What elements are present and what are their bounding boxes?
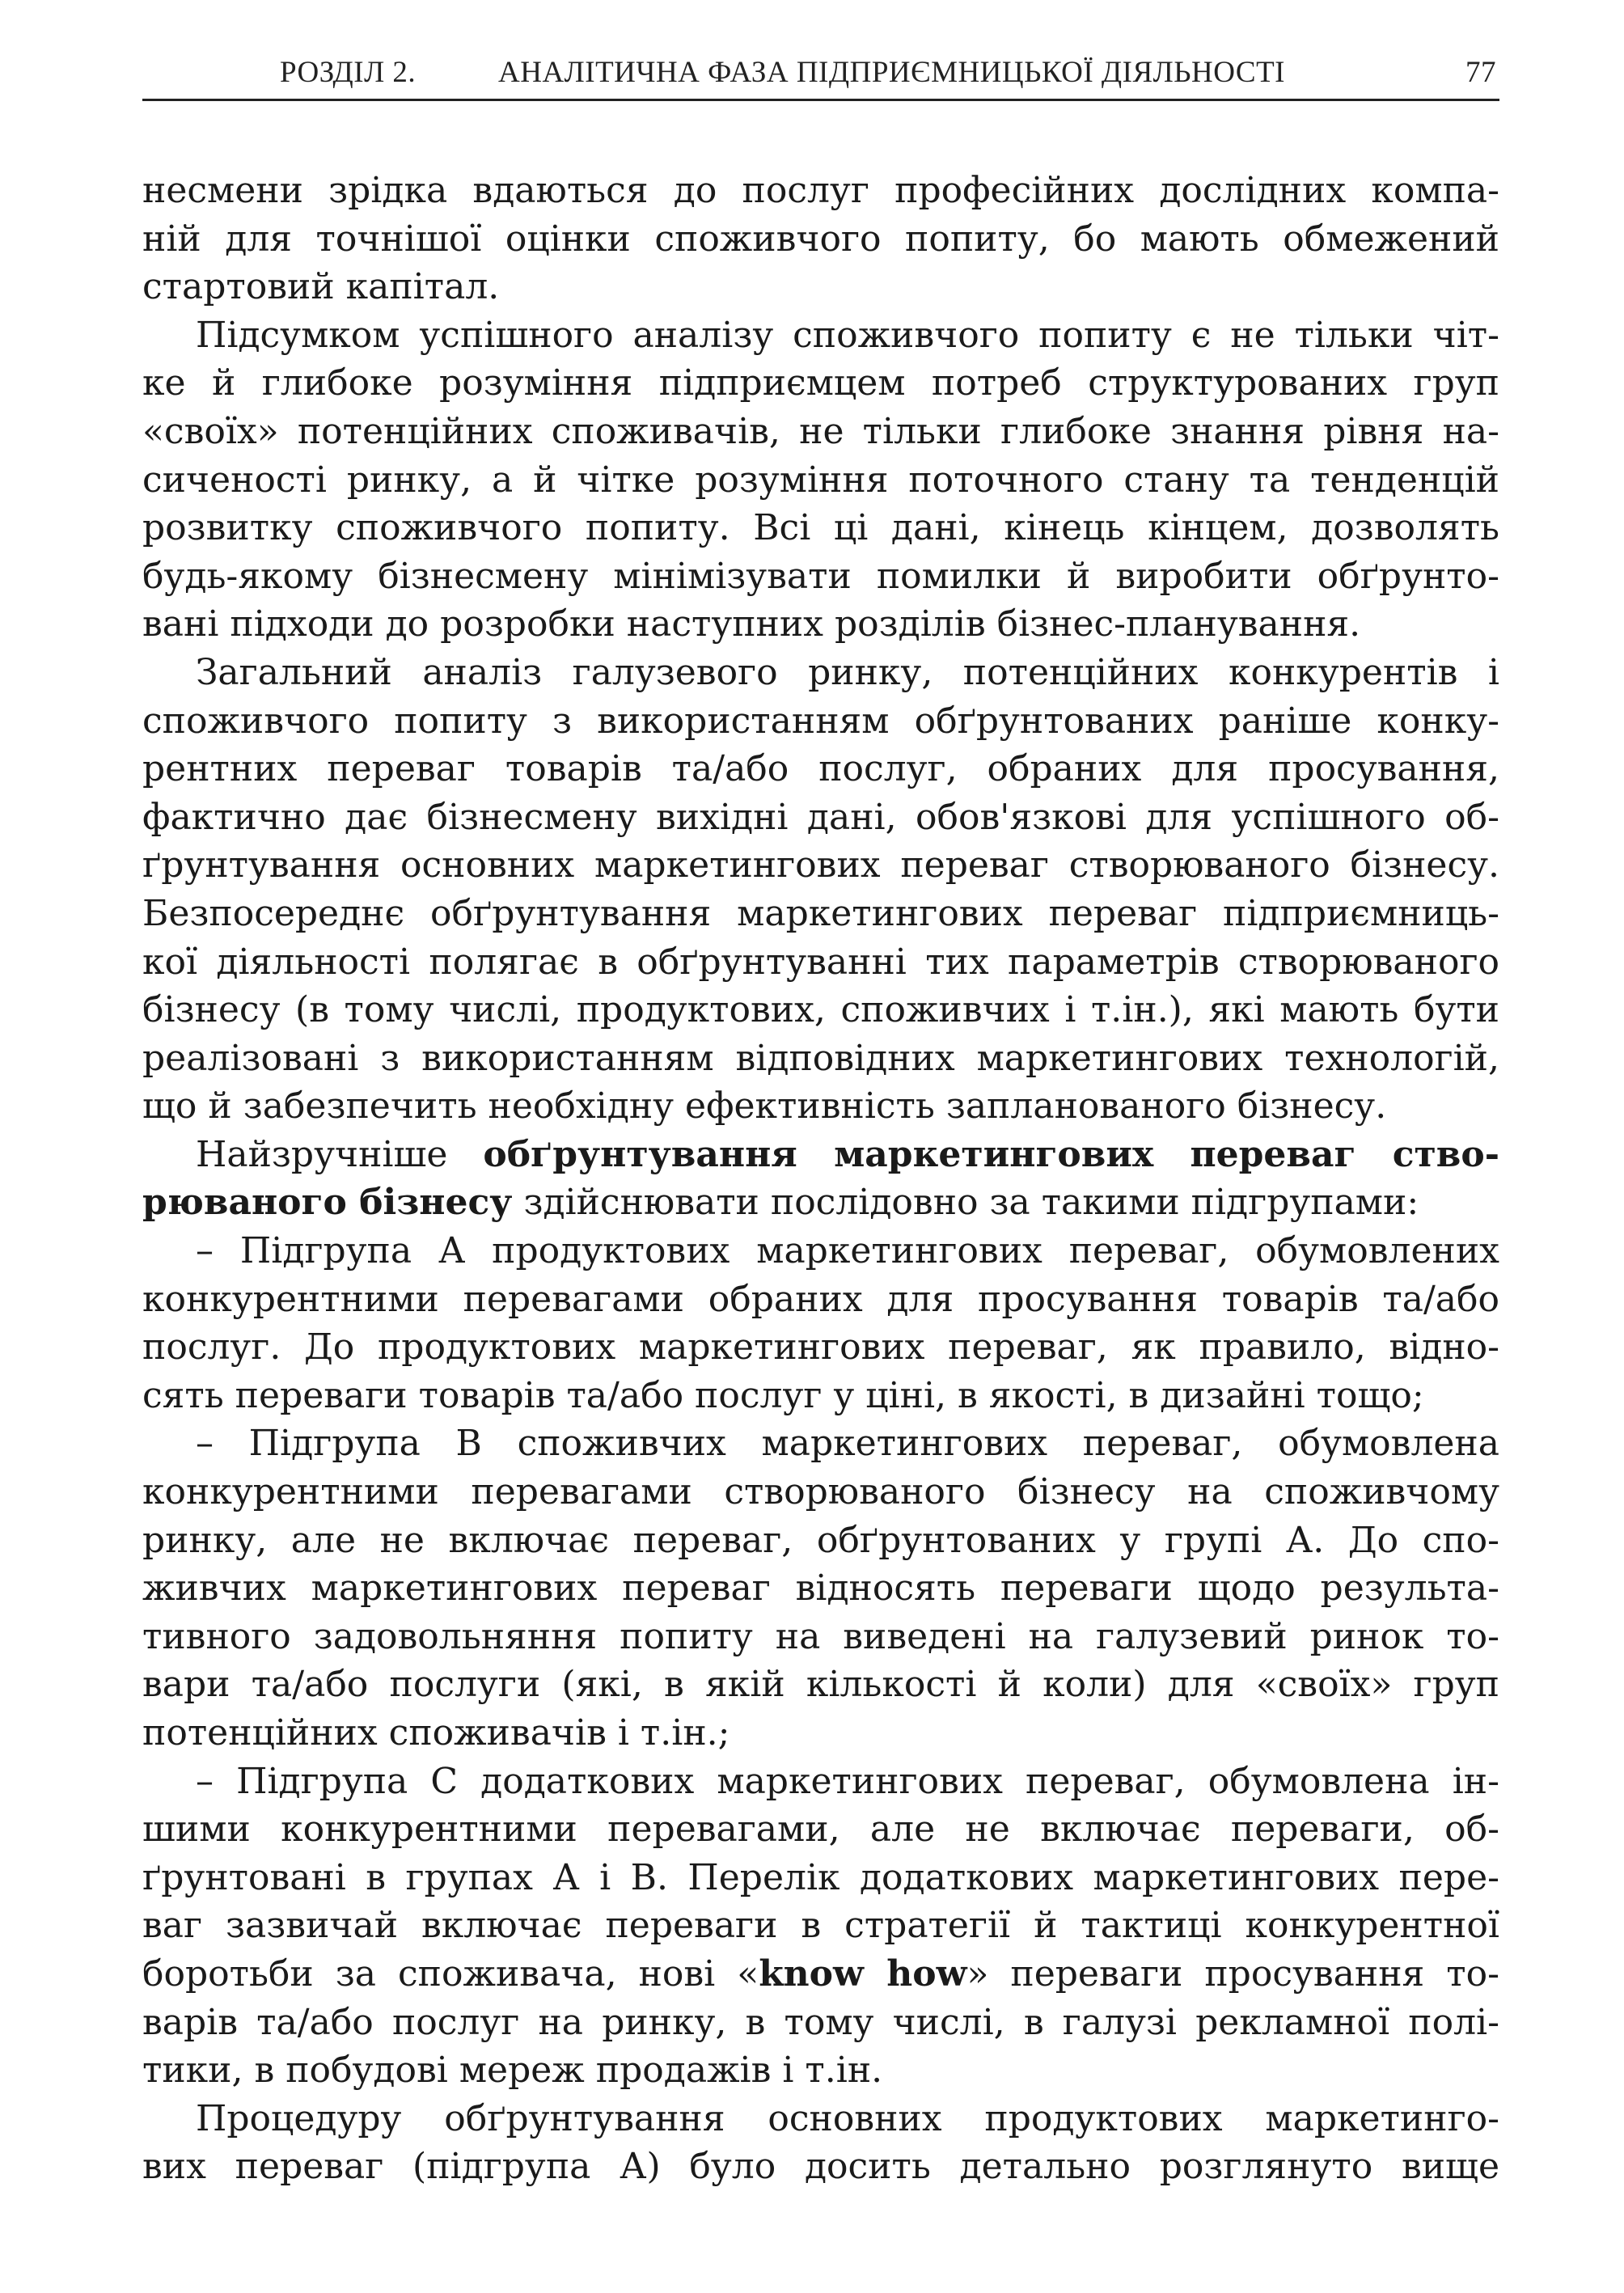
- text-line: вані підходи до розробки наступних розділів бізнес-планування.: [142, 603, 1361, 645]
- text-line: Підсумком успішного аналізу споживчого попиту є не тільки чіт-: [196, 314, 1499, 356]
- text-line: ваг зазвичай включає переваги в стратегії й тактиці конкурентної: [142, 1905, 1499, 1947]
- list-item-line: – Підгрупа В споживчих маркетингових переваг, обумовлена: [196, 1423, 1499, 1465]
- text-line: [142, 1950, 1499, 1999]
- text-line: Процедуру обґрунтування основних продуктових маркетинго-: [196, 2097, 1499, 2139]
- text-line: живчих маркетингових переваг відносять переваги щодо результа-: [142, 1567, 1499, 1610]
- text-line: послуг. До продуктових маркетингових переваг, як правило, відно-: [142, 1326, 1499, 1369]
- emphasized-term: обґрунтування маркетингових переваг ство-: [483, 1133, 1499, 1175]
- page-number: 77: [1465, 56, 1496, 89]
- text-line: будь-якому бізнесмену мінімізувати помилки й виробити обґрунто-: [142, 555, 1499, 597]
- text-line: бізнесу (в тому числі, продуктових, споживчих і т.ін.), які мають бути: [142, 989, 1499, 1031]
- text-line: сять переваги товарів та/або послуг у ціні, в якості, в дизайні тощо;: [142, 1374, 1424, 1416]
- text-line: шими конкурентними перевагами, але не включає переваги, об-: [142, 1809, 1499, 1851]
- text-run: здійснювати послідовно за такими підгрупами:: [512, 1182, 1419, 1224]
- text-line: конкурентними перевагами створюваного бізнесу на споживчому: [142, 1471, 1499, 1513]
- text-line: вари та/або послуги (які, в якій кількості й коли) для «своїх» груп: [142, 1664, 1499, 1706]
- body-text: [142, 167, 1499, 2191]
- list-item-line: – Підгрупа С додаткових маркетингових переваг, обумовлена ін-: [196, 1760, 1499, 1802]
- text-line: тивного задовольняння попиту на виведені на галузевий ринок то-: [142, 1615, 1499, 1657]
- text-line: вих переваг (підгрупа А) було досить детально розглянуто вище: [142, 2146, 1499, 2188]
- text-line: стартовий капітал.: [142, 266, 500, 308]
- text-line: споживчого попиту з використанням обґрунтованих раніше конку-: [142, 700, 1499, 742]
- chapter-label: РОЗДІЛ 2.: [280, 56, 417, 89]
- list-item-line: – Підгрупа А продуктових маркетингових переваг, обумовлених: [196, 1230, 1499, 1272]
- text-line: ґрунтування основних маркетингових переваг створюваного бізнесу.: [142, 844, 1499, 886]
- chapter-title: АНАЛІТИЧНА ФАЗА ПІДПРИЄМНИЦЬКОЇ ДІЯЛЬНОСТІ: [498, 56, 1285, 89]
- text-line: рентних переваг товарів та/або послуг, обраних для просування,: [142, 748, 1499, 790]
- emphasized-term: know how: [759, 1952, 967, 1995]
- text-line: потенційних споживачів і т.ін.;: [142, 1712, 730, 1754]
- text-line: фактично дає бізнесмену вихідні дані, обов'язкові для успішного об-: [142, 796, 1499, 838]
- text-run: боротьби за споживача, нові «: [142, 1952, 759, 1995]
- text-line: розвитку споживчого попиту. Всі ці дані, кінець кінцем, дозволять: [142, 507, 1499, 549]
- text-line: що й забезпечить необхідну ефективність запланованого бізнесу.: [142, 1085, 1387, 1127]
- text-line: ній для точнішої оцінки споживчого попиту, бо мають обмежений: [142, 218, 1499, 260]
- text-line: несмени зрідка вдаються до послуг професійних дослідних компа-: [142, 170, 1499, 211]
- text-run: Найзручніше: [196, 1133, 484, 1175]
- text-line: конкурентними перевагами обраних для просування товарів та/або: [142, 1278, 1499, 1320]
- text-line: варів та/або послуг на ринку, в тому числі, в галузі рекламної полі-: [142, 2001, 1499, 2043]
- emphasized-term: рюваного бізнесу: [142, 1182, 513, 1224]
- text-line: ґрунтовані в групах А і В. Перелік додаткових маркетингових пере-: [142, 1856, 1499, 1898]
- text-line: сиченості ринку, а й чітке розуміння поточного стану та тенденцій: [142, 459, 1499, 501]
- text-line: «своїх» потенційних споживачів, не тільки глибоке знання рівня на-: [142, 410, 1499, 452]
- text-line: ке й глибоке розуміння підприємцем потреб структурованих груп: [142, 362, 1499, 404]
- text-line: тики, в побудові мереж продажів і т.ін.: [142, 2050, 883, 2092]
- text-run: » переваги просування то-: [966, 1952, 1499, 1995]
- running-header: [142, 50, 1499, 101]
- text-line: Безпосереднє обґрунтування маркетингових переваг підприємниць-: [142, 892, 1499, 934]
- text-line: [142, 1178, 1499, 1227]
- text-line: Загальний аналіз галузевого ринку, потенційних конкурентів і: [196, 651, 1499, 693]
- text-line: реалізовані з використанням відповідних маркетингових технологій,: [142, 1037, 1499, 1079]
- text-line: кої діяльності полягає в обґрунтуванні тих параметрів створюваного: [142, 941, 1499, 983]
- text-line: ринку, але не включає переваг, обґрунтованих у групі А. До спо-: [142, 1519, 1499, 1561]
- text-line: [142, 1131, 1499, 1179]
